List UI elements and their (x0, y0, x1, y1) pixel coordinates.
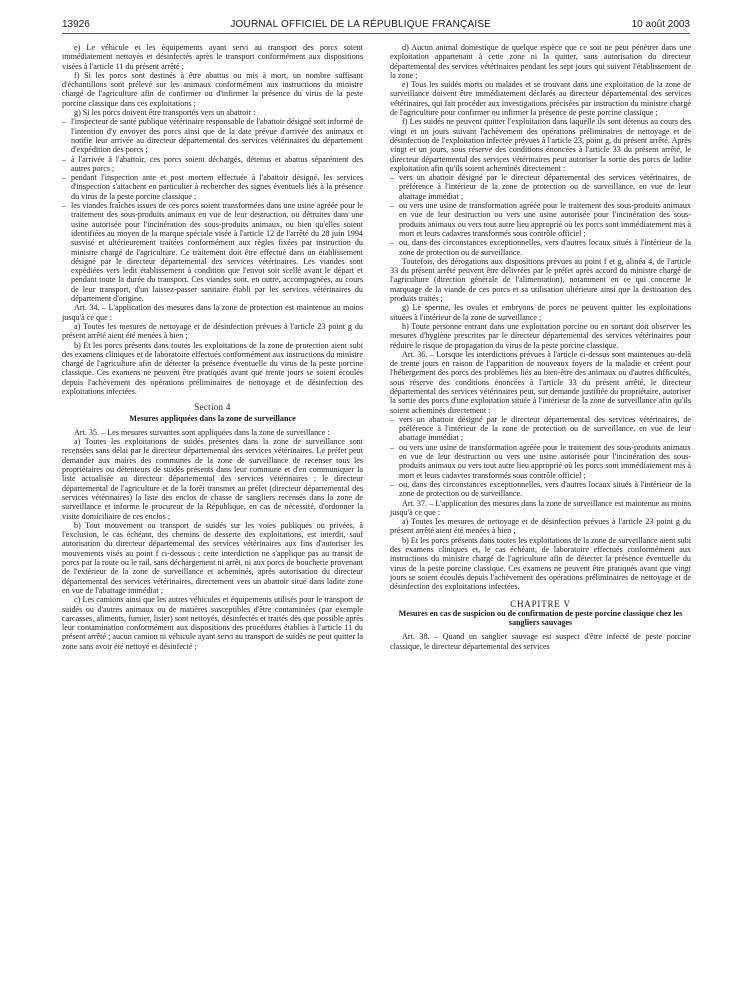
section-title: Section 4 (194, 402, 231, 413)
article-paragraph: Art. 38. – Quand un sanglier sauvage est suspect d'être infecté de peste porcine classique, le directeur départemental des services (390, 632, 691, 651)
list-item: – à l'arrivée à l'abattoir, ces porcs soient déchargés, détenus et abattus séparément des autres porcs ; (62, 155, 363, 174)
chapter-subtitle: Mesures en cas de suspicion ou de confirmation de peste porcine classique chez les sangliers sauvages (398, 608, 683, 628)
paragraph: e) Le véhicule et les équipements ayant servi au transport des porcs soient immédiatement nettoyés et désinfectés après le transport conformément aux dispositions visées à l'article 11 du présent arrêté ; (62, 43, 363, 71)
list-item: – les viandes fraîches issues de ces porcs soient transformées dans une usine agréée pour le traitement des sous-produits animaux en vue de leur destruction, ou détruites dans une usine autorisée pour l'incinération des sous-produits animaux, ou bien qu'elles soient identifiées au moyen de la marque spéciale visée à l'article 12 de l'arrêté du 28 juin 1994 susvisé et ultérieurement traitées conformément aux règles fixées par instruction du ministre chargé de l'agriculture. Ce traitement doit être effectué dans un établissement désigné par le directeur départemental des services vétérinaires. Les viandes sont expédiées vers ledit établissement à condition que l'envoi soit scellé avant le départ et pendant toute la durée du transport. Ces viandes sont, en outre, accompagnées, au cours de leur transport, d'un laissez-passer sanitaire établi par les services vétérinaires du département d'origine. (62, 201, 363, 303)
paragraph: a) Toutes les exploitations de suidés présentes dans la zone de surveillance sont recensées sans délai par le directeur départemental des services vétérinaires. Le préfet peut demander aux maires des communes de la zone de surveillance de recenser tous les propriétaires ou détenteurs de suidés présents dans leur commune et d'en communiquer la liste actualisée au directeur départemental des services vétérinaires ; le directeur départemental de l'agriculture et de la forêt transmet au préfet (directeur départemental des services vétérinaires) la liste des enclos de chasse de sangliers recensés dans la zone de surveillance et informe le procureur de la République, en cas de nécessité, d'ordonner la visite domiciliaire de ces enclos ; (62, 437, 363, 521)
paragraph: d) Aucun animal domestique de quelque espèce que ce soit ne peut pénétrer dans une exploitation appartenant à cette zone ni la quitter, sans autorisation du directeur départemental des services vétérinaires pendant les sept jours qui suivent l'établissement de la zone ; (390, 43, 691, 80)
list-item: – l'inspecteur de santé publique vétérinaire responsable de l'abattoir désigné soit informé de l'intention d'y envoyer des porcs ainsi que de la date prévue d'arrivée des animaux et notifie leur arrivée au directeur départemental des services vétérinaires du département d'expédition des porcs ; (62, 117, 363, 154)
paragraph: Toutefois, des dérogations aux dispositions prévues au point f et g, alinéa 4, de l'article 33 du présent arrêté peuvent être délivrées par le préfet après accord du ministre chargé de l'agriculture (direction générale de l'alimentation), notamment en ce qui concerne le marquage de la viande de ces porcs et sa utilisation ultérieure ainsi que la destination des produits traités ; (390, 256, 691, 304)
paragraph: e) Tous les suidés morts ou malades et se trouvant dans une exploitation de la zone de surveillance doivent être immédiatement déclarés au directeur départemental des services vétérinaires, qui fait procéder aux investigations précisées par instruction du ministre chargé de l'agriculture pour confirmer ou infirmer la présence de peste porcine classique ; (390, 80, 691, 118)
list-item: – ou vers une usine de transformation agréée pour le traitement des sous-produits animaux en vue de leur destruction ou vers une usine autorisée pour l'incinération des sous-produits animaux ou vers tout autre lieu approprié où les porcs sont immédiatement mis à mort et leurs cadavres transformés sous contrôle officiel ; (390, 443, 691, 480)
paragraph: b) Et les porcs présents dans toutes les exploitations de la zone de surveillance aient subi des examens cliniques et, le cas échéant, de laboratoire effectués conformément aux instructions du ministre chargé de l'agriculture afin de détecter la présence éventuelle du virus de la peste porcine classique. Ces examens ne peuvent être pratiqués avant que vingt jours se soient écoulés depuis l'achèvement des opérations préliminaires de nettoyage et de désinfection des exploitations infectées. (390, 535, 691, 592)
page-number: 13926 (62, 19, 90, 30)
left-column (62, 43, 363, 651)
paragraph: f) Les suidés ne peuvent quitter l'exploitation dans laquelle ils sont détenus au cours des vingt et un jours suivant l'achèvement des opérations préliminaires de nettoyage et de désinfection de l'exploitation infectée prévues à l'article 23, point g, du présent arrêté. Après vingt et un jours, sous réserve des conditions énoncées à l'article 33 du présent arrêté, le directeur départemental des services vétérinaires peut autoriser la sortie des porcs de ladite exploitation afin qu'ils soient acheminés directement : (390, 117, 691, 173)
paragraph: h) Toute personne entrant dans une exploitation porcine ou en sortant doit observer les mesures d'hygiène prescrites par le directeur départemental des services vétérinaires pour réduire le risque de propagation du virus de la peste porcine classique. (390, 321, 691, 350)
page-header (62, 14, 690, 30)
article-paragraph: Art. 34. – L'application des mesures dans la zone de protection est maintenue au moins jusqu'à ce que : (62, 303, 363, 322)
section-subtitle: Mesures appliquées dans la zone de surveillance (129, 413, 296, 423)
list-item: – pendant l'inspection ante et post mortem effectuée à l'abattoir désigné, les services d'inspection s'attachent en particulier à rechercher des signes éventuels liés à la présence du virus de la peste porcine classique ; (62, 173, 363, 201)
article-paragraph: Art. 35. – Les mesures suivantes sont appliquées dans la zone de surveillance : (74, 427, 330, 437)
list-item: – ou vers une usine de transformation agréée pour le traitement des sous-produits animaux en vue de leur destruction ou vers une usine autorisée pour l'incinération des sous-produits animaux ou vers tout autre lieu approprié où les porcs sont immédiatement mis à mort et leurs cadavres transformés sous contrôle officiel ; (390, 201, 691, 238)
paragraph: a) Toutes les mesures de nettoyage et de désinfection prévues à l'article 23 point g du présent arrêté aient été menées à bien ; (62, 321, 363, 341)
paragraph: g) Si les porcs doivent être transportés vers un abattoir : (74, 108, 256, 118)
header-rule (62, 33, 690, 34)
chapter-title: CHAPITRE V (510, 598, 571, 609)
list-item: – vers un abattoir désigné par le directeur départemental des services vétérinaires, de préférence à l'intérieur de la zone de protection ou de surveillance, en vue de leur abattage immédiat ; (390, 173, 691, 201)
journal-title: JOURNAL OFFICIEL DE LA RÉPUBLIQUE FRANÇAISE (230, 19, 492, 30)
paragraph: b) Et les porcs présents dans toutes les exploitations de la zone de protection aient subi des examens cliniques et de laboratoire effectués conformément aux instructions du ministre chargé de l'agriculture afin de détecter la présence éventuelle du virus de la peste porcine classique. Ces examens ne peuvent être pratiqués avant que trente jours se soient écoulés depuis l'achèvement des opérations préliminaires de nettoyage et de désinfection des exploitations infectées. (62, 340, 363, 396)
publication-date: 10 août 2003 (631, 19, 690, 30)
list-item: – vers un abattoir désigné par le directeur départemental des services vétérinaires, de préférence à l'intérieur de la zone de protection ou de surveillance, en vue de leur abattage immédiat ; (390, 415, 691, 443)
paragraph: a) Toutes les mesures de nettoyage et de désinfection prévues à l'article 23 point g du présent arrêté aient été menées à bien ; (390, 517, 691, 536)
article-paragraph: Art. 37. – L'application des mesures dans la zone de surveillance est maintenue au moins jusqu'à ce que : (390, 498, 691, 517)
paragraph: c) Les camions ainsi que les autres véhicules et équipements utilisés pour le transport de suidés ou d'autres animaux ou de matières susceptibles d'être contaminées (par exemple carcasses, aliments, fumier, lisier) sont nettoyés, désinfectés et traités dès que possible après leur contamination conformément aux dispositions des procédures établies à l'article 11 du présent arrêté ; aucun camion ni véhicule ayant servi au transport de suidés ne peut quitter la zone sans avoir été nettoyé et désinfecté ; (62, 595, 363, 651)
list-item: – ou, dans des circonstances exceptionnelles, vers d'autres locaux situés à l'intérieur de la zone de protection ou de surveillance. (390, 238, 691, 257)
paragraph: f) Si les porcs sont destinés à être abattus ou mis à mort, un nombre suffisant d'échantillons sont prélevé sur les animaux conformément aux instructions du ministre chargé de l'agriculture afin de confirmer ou d'infirmer la présence du virus de la peste porcine classique dans ces exploitations ; (62, 70, 363, 108)
article-paragraph: Art. 36. – Lorsque les interdictions prévues à l'article ci-dessus sont maintenues au-delà de trente jours en raison de l'apparition de nouveaux foyers de la maladie et créent pour l'hébergement des porcs des problèmes liés au bien-être des animaux ou d'autres difficultés, sous réserve des conditions énoncées à l'article 33 du présent arrêté, le directeur départemental des services vétérinaires peut, sur demande justifiée du propriétaire, autoriser la sortie des porcs d'une exploitation située à l'intérieur de la zone de surveillance afin qu'ils soient acheminés directement : (390, 349, 691, 415)
list-item: – ou, dans des circonstances exceptionnelles, vers d'autres locaux situés à l'intérieur de la zone de protection ou de surveillance. (390, 480, 691, 499)
paragraph: b) Tout mouvement ou transport de suidés sur les voies publiques ou privées, à l'exclusion, le cas échéant, des chemins de desserte des exploitations, est interdit, sauf autorisation du directeur départemental des services vétérinaires aux fins d'autoriser les mouvements visés au point f ci-dessous ; cette interdiction ne s'applique pas au transit de porcs par la route ou le rail, sans déchargement ni arrêt, ni aux porcs de boucherie provenant de l'extérieur de la zone de surveillance et acheminés, après autorisation du directeur départemental des services vétérinaires, directement vers un abattoir situé dans ladite zone en vue de l'abattage immédiat ; (62, 520, 363, 595)
right-column (390, 43, 691, 651)
paragraph: g) Le sperme, les ovules et embryons de porcs ne peuvent quitter les exploitations situées à l'intérieur de la zone de surveillance ; (390, 303, 691, 322)
